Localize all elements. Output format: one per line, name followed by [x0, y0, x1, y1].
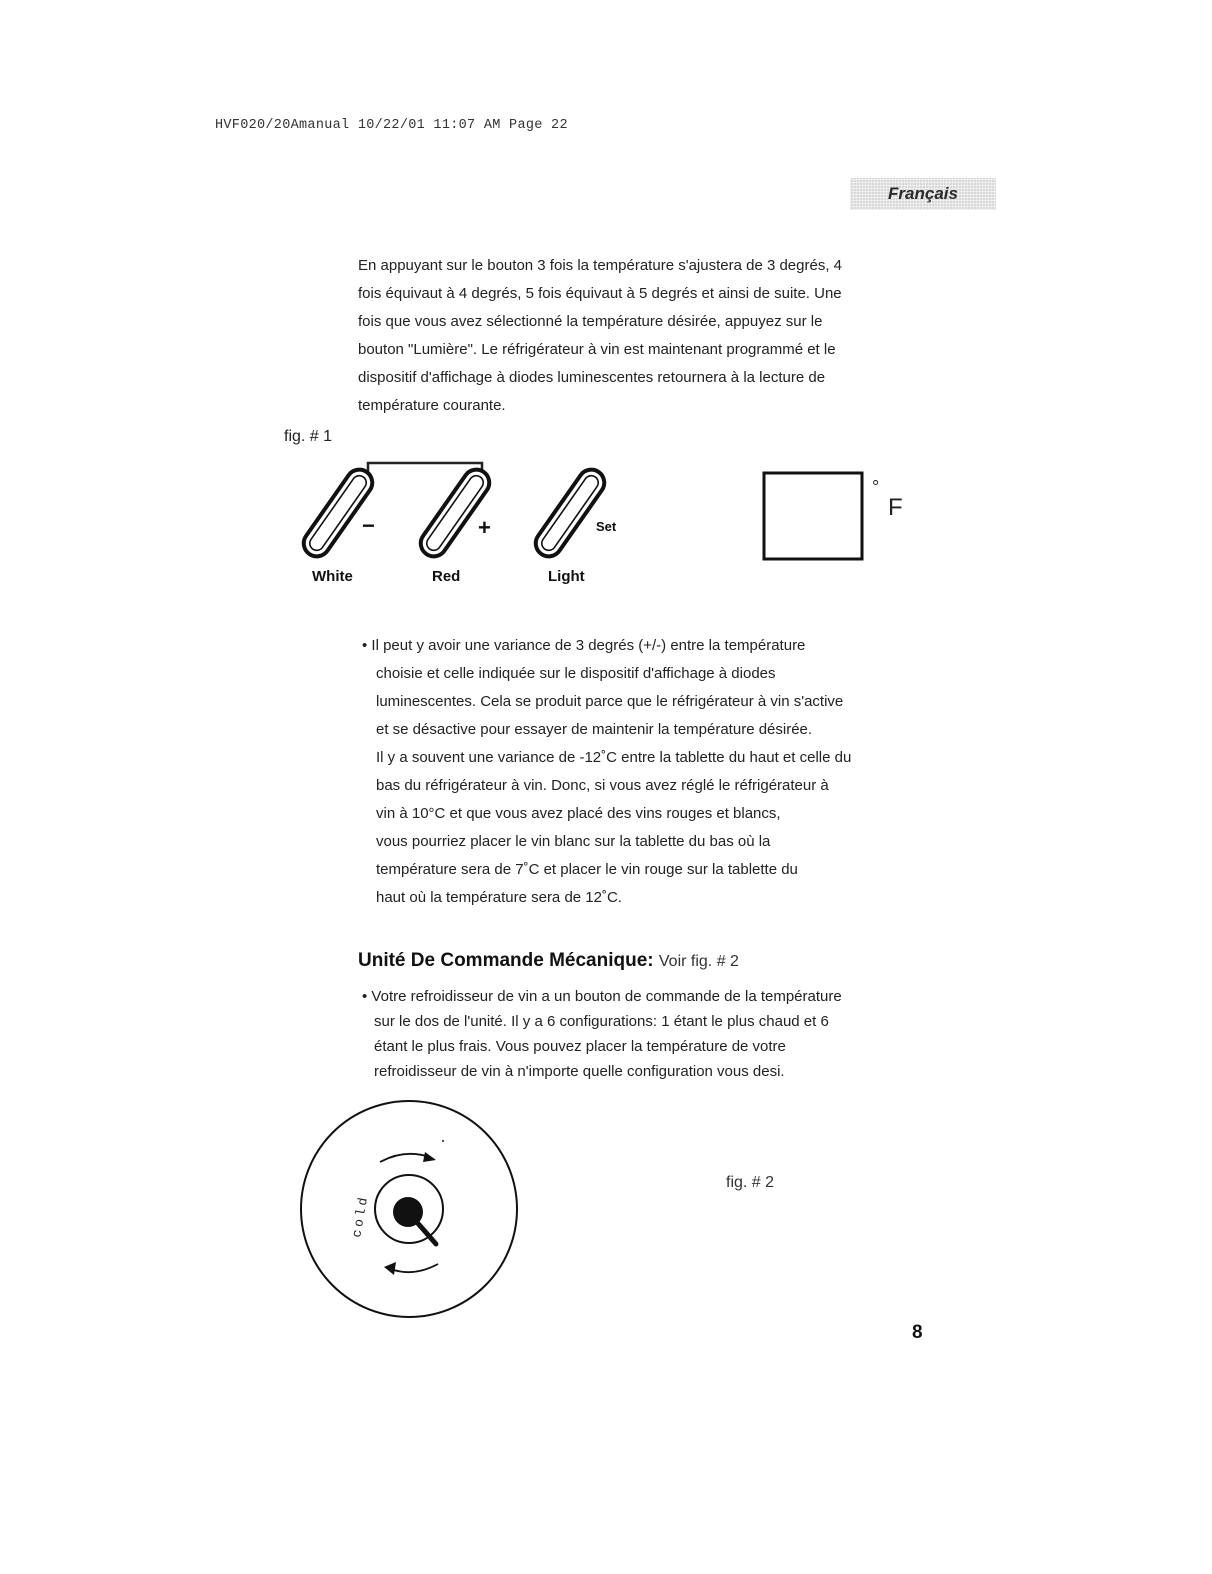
bullet-line: • Il peut y avoir une variance de 3 degrés (+/-) entre la température [362, 637, 806, 654]
minus-symbol: − [362, 513, 375, 538]
intro-paragraph [358, 252, 938, 420]
white-minus-button [300, 465, 377, 585]
degree-symbol: ° [872, 477, 880, 497]
bullet-line: sur le dos de l'unité. Il y a 6 configurations: 1 étant le plus chaud et 6 [374, 1013, 829, 1030]
dial-cold-label: cold [349, 1193, 372, 1239]
paragraph-line: fois équivaut à 4 degrés, 5 fois équivaut à 5 degrés et ainsi de suite. Une [358, 285, 842, 302]
figure2-thermostat-dial [296, 1096, 526, 1326]
bullet-line: choisie et celle indiquée sur le dispositif d'affichage à diodes [376, 665, 776, 682]
paragraph-line: En appuyant sur le bouton 3 fois la température s'ajustera de 3 degrés, 4 [358, 257, 842, 274]
bullet-line: température sera de 7˚C et placer le vin rouge sur la tablette du [376, 861, 798, 878]
light-label: Light [548, 568, 585, 585]
paragraph-line: bouton "Lumière". Le réfrigérateur à vin est maintenant programmé et le [358, 341, 836, 358]
page-number: 8 [912, 1322, 923, 1343]
bullet-line: étant le plus frais. Vous pouvez placer la température de votre [374, 1038, 786, 1055]
light-set-button [531, 465, 617, 585]
figure1-control-panel [300, 455, 920, 595]
fahrenheit-unit: F [888, 494, 903, 521]
bullet-line: refroidisseur de vin à n'importe quelle configuration vous desi. [374, 1063, 785, 1080]
section-figure-reference: Voir fig. # 2 [658, 953, 739, 970]
plus-symbol: + [478, 515, 491, 540]
paragraph-line: température courante. [358, 397, 506, 414]
section-title: Unité De Commande Mécanique: [358, 950, 654, 971]
paragraph-line: dispositif d'affichage à diodes luminescentes retournera à la lecture de [358, 369, 826, 386]
control-bullet [362, 984, 942, 1084]
bullet-line: haut où la température sera de 12˚C. [376, 889, 622, 906]
bullet-line: luminescentes. Cela se produit parce que le réfrigérateur à vin s'active [376, 693, 844, 710]
bullet-line: vin à 10°C et que vous avez placé des vins rouges et blancs, [376, 805, 781, 822]
red-label: Red [432, 568, 461, 585]
bullet-line: bas du réfrigérateur à vin. Donc, si vous avez réglé le réfrigérateur à [376, 777, 829, 794]
language-tab: Français [850, 178, 996, 210]
set-symbol: Set [596, 519, 617, 534]
bullet-line: vous pourriez placer le vin blanc sur la tablette du bas où la [376, 833, 771, 850]
bullet-line: • Votre refroidisseur de vin a un bouton de commande de la température [362, 988, 842, 1005]
paragraph-line: fois que vous avez sélectionné la température désirée, appuyez sur le [358, 313, 823, 330]
figure1-label: fig. # 1 [284, 428, 333, 445]
variance-bullet [362, 632, 942, 912]
white-label: White [312, 568, 353, 585]
temperature-display [764, 473, 862, 559]
print-header: HVF020/20Amanual 10/22/01 11:07 AM Page 22 [215, 118, 568, 133]
dial-tick-mark [442, 1140, 444, 1142]
bullet-line: et se désactive pour essayer de maintenir la température désirée. [376, 721, 813, 738]
bullet-line: Il y a souvent une variance de -12˚C entre la tablette du haut et celle du [376, 749, 852, 766]
figure2-label: fig. # 2 [726, 1174, 775, 1191]
section-heading [358, 950, 739, 972]
red-plus-button [416, 465, 495, 585]
